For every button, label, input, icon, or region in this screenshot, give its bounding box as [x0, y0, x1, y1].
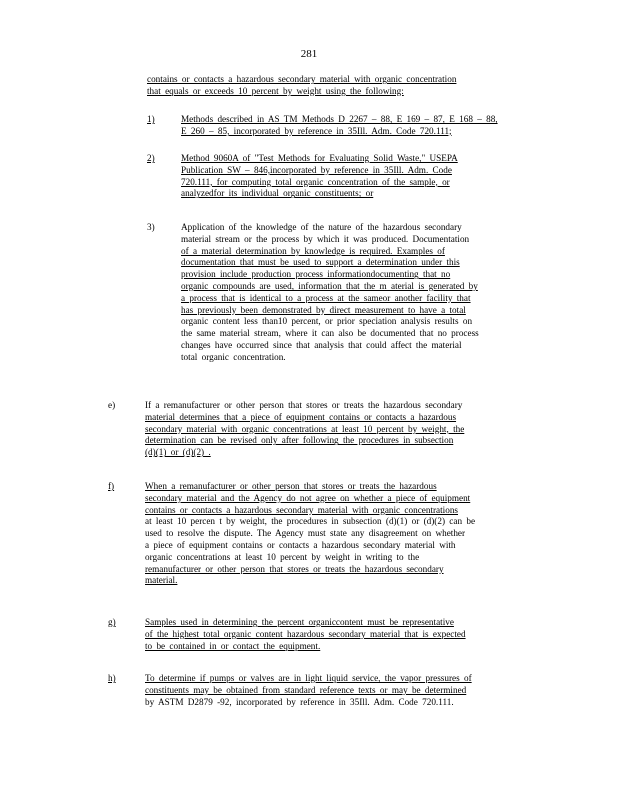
page-number: 281: [300, 48, 318, 60]
text-line: If a remanufacturer or other person that stores or treats the hazardous secondary: [145, 400, 463, 410]
text-line: E 260 – 85, incorporated by reference in 35Ill. Adm. Code 720.111;: [181, 125, 452, 136]
text-line: total organic concentration.: [181, 351, 286, 362]
text-line: (d)(1) or (d)(2) .: [145, 447, 211, 458]
text-line: organic concentrations at least 10 percent by weight in writing to the: [145, 551, 420, 562]
text-line: secondary material and the Agency do not agree on whether a piece of equipment: [145, 492, 471, 503]
item-label: 3): [147, 222, 155, 232]
text-line: To determine if pumps or valves are in light liquid service, the vapor pressures of: [145, 673, 472, 683]
text-line: at least 10 percen t by weight, the procedures in subsection (d)(1) or (d)(2) can be: [145, 516, 476, 527]
section-label: g): [108, 617, 116, 627]
text-line: remanufacturer or other person that stores or treats the hazardous secondary: [145, 563, 444, 574]
text-line: secondary material with organic concentrations at least 10 percent by weight, the: [145, 423, 465, 434]
text-line: to be contained in or contact the equipment.: [145, 640, 321, 651]
text-line: a piece of equipment contains or contacts a hazardous secondary material with: [145, 539, 456, 550]
text-line: has previously been demonstrated by direct measurement to have a total: [181, 304, 466, 315]
text-line: used to resolve the dispute. The Agency must state any disagreement on whether: [145, 528, 466, 539]
text-line: organic compounds are used, information that the m aterial is generated by: [181, 280, 478, 291]
text-line: provision include production process informationdocumenting that no: [181, 269, 451, 280]
text-line: analyzedfor its individual organic constituents; or: [181, 188, 374, 199]
item-paragraph: [181, 153, 551, 200]
text-line: determination can be revised only after following the procedures in subsection: [145, 435, 454, 446]
text-line: constituents may be obtained from standard reference texts or may be determined: [145, 684, 467, 695]
text-line: changes have occurred since that analysis that could affect the material: [181, 339, 462, 350]
section-paragraph: [145, 673, 545, 708]
text-line: material determines that a piece of equipment contains or contacts a hazardous: [145, 411, 457, 422]
text-line: of the highest total organic content hazardous secondary material that is expected: [145, 628, 466, 639]
item-label: 1): [147, 114, 155, 124]
text-line: Samples used in determining the percent organiccontent must be representative: [145, 617, 454, 627]
text-line: that equals or exceeds 10 percent by weight using the following:: [147, 85, 404, 96]
text-line: contains or contacts a hazardous secondary material with organic concentrations: [145, 504, 458, 515]
item-label: 2): [147, 153, 155, 163]
section-label: f): [108, 481, 115, 491]
item-paragraph: [181, 114, 551, 138]
text-line: Methods described in AS TM Methods D 2267 – 88, E 169 – 87, E 168 – 88,: [181, 114, 498, 124]
text-line: the same material stream, where it can also be documented that no process: [181, 328, 479, 339]
section-paragraph: [145, 400, 545, 459]
item-paragraph: [181, 222, 551, 364]
section-paragraph: [145, 617, 545, 652]
text-line: material stream or the process by which it was produced. Documentation: [181, 233, 470, 244]
section-label: h): [108, 673, 116, 683]
text-line: contains or contacts a hazardous secondary material with organic concentration: [147, 74, 457, 84]
text-line: of a material determination by knowledge is required. Examples of: [181, 245, 445, 256]
text-line: Application of the knowledge of the nature of the hazardous secondary: [181, 222, 462, 232]
text-line: documentation that must be used to support a determination under this: [181, 257, 460, 268]
text-line: Method 9060A of "Test Methods for Evaluating Solid Waste," USEPA: [181, 153, 458, 163]
text-line: organic content less than10 percent, or prior speciation analysis results on: [181, 316, 473, 327]
text-line: Publication SW – 846,incorporated by reference in 35Ill. Adm. Code: [181, 164, 452, 175]
section-paragraph: [145, 481, 545, 587]
text-line: by ASTM D2879 -92, incorporated by reference in 35Ill. Adm. Code 720.111.: [145, 696, 454, 707]
text-line: When a remanufacturer or other person that stores or treats the hazardous: [145, 481, 437, 491]
text-line: 720.111, for computing total organic concentration of the sample, or: [181, 176, 450, 187]
section-label: e): [108, 400, 116, 410]
text-line: a process that is identical to a process at the sameor another facility that: [181, 292, 471, 303]
text-line: material.: [145, 575, 178, 586]
intro-paragraph: [147, 74, 547, 98]
